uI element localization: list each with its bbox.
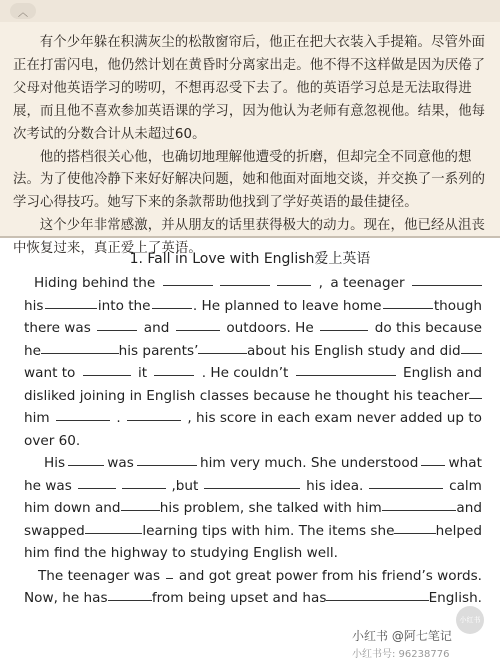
blank[interactable]	[56, 407, 111, 421]
section-divider	[0, 236, 500, 238]
blank[interactable]	[108, 587, 152, 601]
blank[interactable]	[127, 407, 182, 421]
blank[interactable]	[41, 340, 119, 354]
blank[interactable]	[469, 385, 482, 399]
exercise-line: him find the highway to studying English well.	[24, 545, 338, 561]
blank[interactable]	[85, 520, 143, 534]
blank[interactable]	[121, 497, 160, 511]
blank[interactable]	[78, 475, 116, 489]
blank[interactable]	[461, 340, 482, 354]
chevron-up-icon[interactable]: ︿	[10, 3, 36, 19]
blank[interactable]	[326, 587, 428, 601]
chinese-paragraph-1: 有个少年躲在积满灰尘的松散窗帘后，他正在把大衣装入手提箱。尽管外面正在打雷闪电，他仍然计划在黄昏时分离家出走。他不得不这样做是因为厌倦了父母对他英语学习的唠叨，不想再忍受下去了。他的英语学习总是无法取得进展，而且他不喜欢参加英语课的学习，因为他认为老师有意忽视他。结果，他每次考试的分数合计从未超过60。	[13, 35, 486, 142]
blank[interactable]	[166, 565, 173, 579]
chinese-paragraph-2: 他的搭档很关心他，也确切地理解他遭受的折磨，但却完全不同意他的想法。为了使他冷静下来好好解决问题，她和他面对面地交谈，并交换了一系列的学习心得技巧。她写下来的条款帮助他找到了学好英语的最佳捷径。	[13, 149, 486, 211]
exercise-line: there was and outdoors. He do this because	[24, 317, 482, 340]
blank[interactable]	[68, 452, 104, 466]
chinese-text	[13, 32, 493, 261]
exercise-line: his into the . He planned to leave home though	[24, 295, 482, 318]
exercise-line: Now, he has from being upset and has English.	[24, 587, 482, 610]
blank[interactable]	[421, 452, 445, 466]
exercise-line: him down and his problem, she talked with him and	[24, 497, 482, 520]
exercise-line: Hiding behind the , a teenager	[24, 272, 482, 295]
exercise-line: disliked joining in English classes because he thought his teacher	[24, 385, 482, 408]
blank[interactable]	[154, 362, 194, 376]
chinese-paragraph-3: 这个少年非常感激，并从朋友的话里获得极大的动力。现在，他已经从沮丧中恢复过来，真正爱上了英语。	[13, 218, 485, 257]
blank[interactable]	[163, 272, 213, 286]
exercise-line: over 60.	[24, 432, 81, 449]
blank[interactable]	[45, 295, 97, 309]
exercise-line: swapped learning tips with him. The items she helped	[24, 520, 482, 543]
blank[interactable]	[320, 317, 368, 331]
blank[interactable]	[412, 272, 482, 286]
blank[interactable]	[383, 295, 433, 309]
exercise-title: 1. Fall in Love with English爱上英语	[129, 251, 371, 267]
exercise-line: he his parents’ about his English study and did	[24, 340, 482, 363]
blank[interactable]	[97, 317, 137, 331]
exercise-line: he was ,but his idea. calm	[24, 475, 482, 498]
blank[interactable]	[152, 295, 192, 309]
blank[interactable]	[198, 340, 247, 354]
blank[interactable]	[296, 362, 396, 376]
blank[interactable]	[382, 497, 457, 511]
exercise-line: His was him very much. She understood what	[24, 452, 482, 475]
blank[interactable]	[277, 272, 311, 286]
watermark-badge: 小红书	[456, 606, 484, 634]
watermark-handle: 小红书 @阿七笔记	[352, 629, 452, 643]
exercise-line: him . , his score in each exam never added up to	[24, 407, 482, 430]
blank[interactable]	[137, 452, 197, 466]
watermark-id: 小红书号: 96238776	[352, 649, 450, 660]
blank[interactable]	[394, 520, 435, 534]
blank[interactable]	[204, 475, 300, 489]
blank[interactable]	[369, 475, 443, 489]
panel-header-strip	[0, 0, 500, 22]
blank[interactable]	[220, 272, 270, 286]
blank[interactable]	[83, 362, 131, 376]
blank[interactable]	[176, 317, 220, 331]
exercise-line: The teenager was and got great power from his friend’s words.	[24, 565, 482, 588]
exercise-line: want to it . He couldn’t English and	[24, 362, 482, 385]
blank[interactable]	[122, 475, 166, 489]
chinese-translation-panel	[0, 0, 500, 257]
english-exercise	[24, 272, 482, 610]
